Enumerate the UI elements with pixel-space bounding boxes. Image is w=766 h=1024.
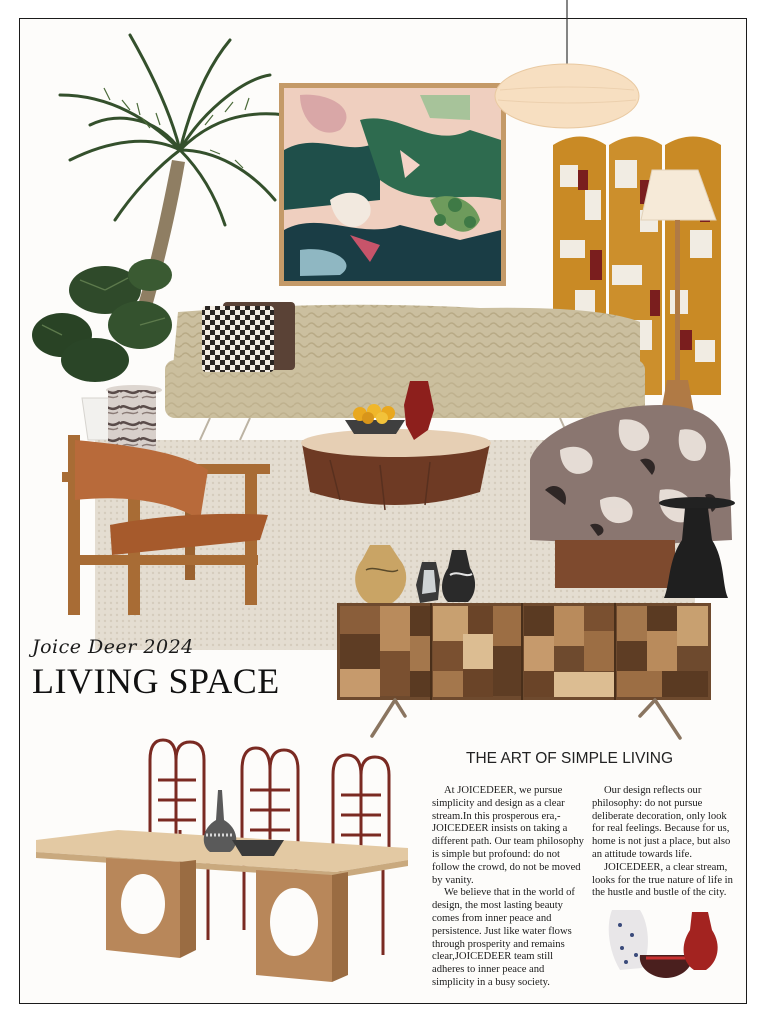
table-vase-icon — [204, 790, 284, 856]
text-column-1 — [432, 785, 584, 990]
paragraph: JOICEDEER, a clear stream, looks for the true nature of life in the hustle and bustle of the city. — [592, 861, 733, 899]
dining-table-icon — [36, 830, 408, 982]
cushion-pattern-icon — [202, 306, 274, 372]
decor-vases-icon — [609, 910, 718, 978]
paragraph: Our design reflects our philosophy: do not pursue deliberate decoration, only look for real feelings. Because for us, home is not just a place, but also an attitude towards life. — [592, 785, 731, 860]
paragraph: We believe that in the world of design, the most lasting beauty comes from inner peace and persistence. Just like water flows through prosperity and remains clear,JOICEDEER team still adheres to inner peace and simplicity in a busy society. — [432, 887, 575, 988]
section-heading: THE ART OF SIMPLE LIVING — [466, 750, 674, 767]
paragraph: At JOICEDEER, we pursue simplicity and design as a clear stream.In this prosperous era,-JOICEDEER insists on taking a different path. Our team philosophy is simple but profound: do not follow the crowd, do not be moved by vanity. — [432, 785, 584, 886]
marble-side-table-icon — [106, 385, 162, 452]
brand-signature: Joice Deer 2024 — [32, 636, 194, 658]
abstract-painting-icon — [279, 83, 506, 286]
page-title: LIVING SPACE — [32, 661, 280, 701]
text-column-2 — [592, 785, 737, 900]
patchwork-sideboard-icon — [337, 603, 711, 738]
pendant-lamp-icon — [495, 0, 639, 128]
